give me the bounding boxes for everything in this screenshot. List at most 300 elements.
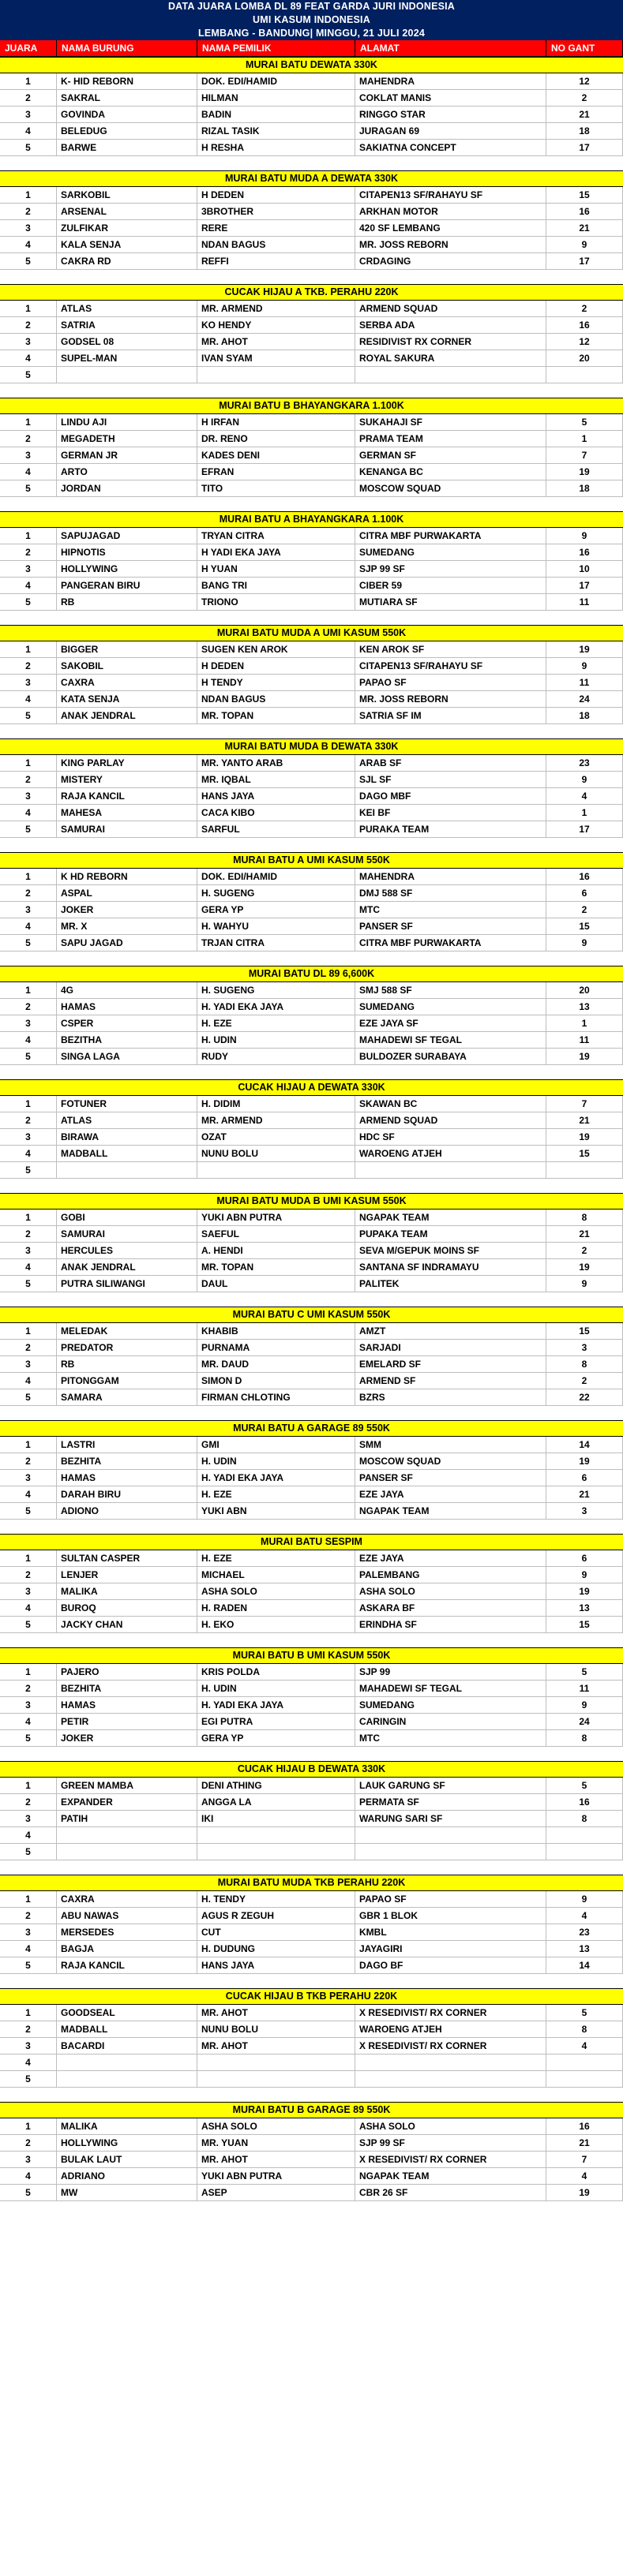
- bird-name-cell: BIRAWA: [57, 1129, 197, 1145]
- rank-cell: 4: [0, 2054, 57, 2070]
- bird-name-cell: RAJA KANCIL: [57, 788, 197, 804]
- address-cell: SUMEDANG: [355, 544, 546, 560]
- table-row: [0, 2005, 623, 2021]
- table-row: [0, 1664, 623, 1681]
- table-row: [0, 2118, 623, 2135]
- table-row: [0, 1146, 623, 1162]
- bird-name-cell: CAKRA RD: [57, 253, 197, 269]
- ring-number-cell: 4: [546, 2168, 623, 2184]
- bird-name-cell: HOLLYWING: [57, 2135, 197, 2151]
- ring-number-cell: 21: [546, 2135, 623, 2151]
- ring-number-cell: 17: [546, 578, 623, 593]
- bird-name-cell: CSPER: [57, 1015, 197, 1031]
- rank-cell: 4: [0, 1827, 57, 1843]
- owner-name-cell: OZAT: [197, 1129, 355, 1145]
- address-cell: EZE JAYA: [355, 1486, 546, 1502]
- owner-name-cell: MR. DAUD: [197, 1356, 355, 1372]
- address-cell: ARKHAN MOTOR: [355, 204, 546, 219]
- address-cell: 420 SF LEMBANG: [355, 220, 546, 236]
- ring-number-cell: 2: [546, 1373, 623, 1389]
- bird-name-cell: [57, 367, 197, 383]
- ring-number-cell: 5: [546, 1778, 623, 1793]
- table-row: [0, 1486, 623, 1503]
- ring-number-cell: 14: [546, 1437, 623, 1453]
- address-cell: MUTIARA SF: [355, 594, 546, 610]
- ring-number-cell: 19: [546, 1259, 623, 1275]
- table-row: [0, 2038, 623, 2054]
- ring-number-cell: 3: [546, 1503, 623, 1519]
- category-title: MURAI BATU MUDA TKB PERAHU 220K: [0, 1875, 623, 1891]
- owner-name-cell: MR. AHOT: [197, 334, 355, 350]
- ring-number-cell: 3: [546, 1340, 623, 1355]
- address-cell: MAHADEWI SF TEGAL: [355, 1032, 546, 1048]
- ring-number-cell: 6: [546, 885, 623, 901]
- rank-cell: 3: [0, 447, 57, 463]
- rank-cell: 1: [0, 1096, 57, 1112]
- table-row: [0, 1503, 623, 1520]
- rank-cell: 4: [0, 1486, 57, 1502]
- table-row: [0, 528, 623, 544]
- bird-name-cell: [57, 2054, 197, 2070]
- rank-cell: 2: [0, 317, 57, 333]
- address-cell: SJP 99 SF: [355, 561, 546, 577]
- address-cell: CARINGIN: [355, 1714, 546, 1729]
- ring-number-cell: 9: [546, 237, 623, 252]
- ring-number-cell: [546, 1844, 623, 1860]
- header-location-date: LEMBANG - BANDUNG| MINGGU, 21 JULI 2024: [0, 27, 623, 40]
- ring-number-cell: 16: [546, 1794, 623, 1810]
- owner-name-cell: H. TENDY: [197, 1891, 355, 1907]
- rank-cell: 1: [0, 755, 57, 771]
- table-row: [0, 1794, 623, 1811]
- ring-number-cell: 21: [546, 1112, 623, 1128]
- rank-cell: 3: [0, 1583, 57, 1599]
- ring-number-cell: 17: [546, 253, 623, 269]
- table-row: [0, 1567, 623, 1583]
- owner-name-cell: H. UDIN: [197, 1681, 355, 1696]
- rank-cell: 3: [0, 2152, 57, 2167]
- rank-cell: 1: [0, 187, 57, 203]
- address-cell: SJP 99 SF: [355, 2135, 546, 2151]
- address-cell: BULDOZER SURABAYA: [355, 1049, 546, 1064]
- bird-name-cell: GERMAN JR: [57, 447, 197, 463]
- ring-number-cell: 8: [546, 2021, 623, 2037]
- bird-name-cell: RB: [57, 594, 197, 610]
- category-block: [0, 2102, 623, 2215]
- bird-name-cell: KATA SENJA: [57, 691, 197, 707]
- owner-name-cell: H. UDIN: [197, 1453, 355, 1469]
- table-row: [0, 2168, 623, 2185]
- rank-cell: 3: [0, 1470, 57, 1486]
- table-row: [0, 90, 623, 107]
- rank-cell: 5: [0, 1844, 57, 1860]
- rank-cell: 2: [0, 1112, 57, 1128]
- bird-name-cell: HIPNOTIS: [57, 544, 197, 560]
- rank-cell: 2: [0, 544, 57, 560]
- ring-number-cell: 4: [546, 788, 623, 804]
- bird-name-cell: CAXRA: [57, 675, 197, 690]
- bird-name-cell: MW: [57, 2185, 197, 2200]
- address-cell: SJL SF: [355, 772, 546, 787]
- table-row: [0, 1908, 623, 1924]
- bird-name-cell: BAGJA: [57, 1941, 197, 1957]
- bird-name-cell: SAKRAL: [57, 90, 197, 106]
- rank-cell: 4: [0, 1941, 57, 1957]
- address-cell: RINGGO STAR: [355, 107, 546, 122]
- address-cell: HDC SF: [355, 1129, 546, 1145]
- table-row: [0, 1032, 623, 1049]
- owner-name-cell: KO HENDY: [197, 317, 355, 333]
- address-cell: JAYAGIRI: [355, 1941, 546, 1957]
- ring-number-cell: 16: [546, 544, 623, 560]
- table-row: [0, 2071, 623, 2088]
- address-cell: PALITEK: [355, 1276, 546, 1292]
- rank-cell: 3: [0, 675, 57, 690]
- address-cell: ROYAL SAKURA: [355, 350, 546, 366]
- rank-cell: 1: [0, 1209, 57, 1225]
- address-cell: MOSCOW SQUAD: [355, 1453, 546, 1469]
- table-row: [0, 772, 623, 788]
- owner-name-cell: H. EZE: [197, 1486, 355, 1502]
- address-cell: ARMEND SQUAD: [355, 301, 546, 316]
- owner-name-cell: ANGGA LA: [197, 1794, 355, 1810]
- address-cell: CITAPEN13 SF/RAHAYU SF: [355, 187, 546, 203]
- ring-number-cell: 12: [546, 73, 623, 89]
- rank-cell: 2: [0, 1567, 57, 1583]
- rank-cell: 1: [0, 73, 57, 89]
- owner-name-cell: TITO: [197, 480, 355, 496]
- table-row: [0, 1453, 623, 1470]
- ring-number-cell: 23: [546, 1924, 623, 1940]
- rank-cell: 1: [0, 414, 57, 430]
- ring-number-cell: 16: [546, 2118, 623, 2134]
- owner-name-cell: H. EZE: [197, 1015, 355, 1031]
- bird-name-cell: SINGA LAGA: [57, 1049, 197, 1064]
- category-title: MURAI BATU MUDA B DEWATA 330K: [0, 738, 623, 755]
- category-block: [0, 852, 623, 966]
- bird-name-cell: MELEDAK: [57, 1323, 197, 1339]
- rank-cell: 2: [0, 772, 57, 787]
- bird-name-cell: HAMAS: [57, 999, 197, 1015]
- category-title: MURAI BATU SESPIM: [0, 1534, 623, 1550]
- owner-name-cell: YUKI ABN PUTRA: [197, 1209, 355, 1225]
- owner-name-cell: DOK. EDI/HAMID: [197, 73, 355, 89]
- block-spacer: [0, 1406, 623, 1420]
- bird-name-cell: MAHESA: [57, 805, 197, 821]
- bird-name-cell: GOODSEAL: [57, 2005, 197, 2021]
- owner-name-cell: GERA YP: [197, 1730, 355, 1746]
- bird-name-cell: GOVINDA: [57, 107, 197, 122]
- address-cell: NGAPAK TEAM: [355, 1209, 546, 1225]
- bird-name-cell: HAMAS: [57, 1697, 197, 1713]
- ring-number-cell: 24: [546, 691, 623, 707]
- ring-number-cell: 21: [546, 107, 623, 122]
- owner-name-cell: MR. AHOT: [197, 2038, 355, 2054]
- block-spacer: [0, 1520, 623, 1534]
- ring-number-cell: [546, 1162, 623, 1178]
- ring-number-cell: [546, 2054, 623, 2070]
- table-row: [0, 187, 623, 204]
- bird-name-cell: MALIKA: [57, 2118, 197, 2134]
- table-row: [0, 1714, 623, 1730]
- bird-name-cell: JACKY CHAN: [57, 1617, 197, 1632]
- owner-name-cell: DAUL: [197, 1276, 355, 1292]
- address-cell: MTC: [355, 1730, 546, 1746]
- column-header-juara: JUARA: [0, 40, 57, 56]
- bird-name-cell: PREDATOR: [57, 1340, 197, 1355]
- address-cell: PUPAKA TEAM: [355, 1226, 546, 1242]
- address-cell: PAPAO SF: [355, 675, 546, 690]
- rank-cell: 1: [0, 301, 57, 316]
- owner-name-cell: MR. YUAN: [197, 2135, 355, 2151]
- table-row: [0, 1096, 623, 1112]
- owner-name-cell: H. SUGENG: [197, 885, 355, 901]
- rank-cell: 5: [0, 821, 57, 837]
- table-row: [0, 1844, 623, 1860]
- rank-cell: 5: [0, 367, 57, 383]
- ring-number-cell: 2: [546, 301, 623, 316]
- owner-name-cell: H. EZE: [197, 1550, 355, 1566]
- ring-number-cell: 21: [546, 1226, 623, 1242]
- owner-name-cell: H. RADEN: [197, 1600, 355, 1616]
- category-block: [0, 625, 623, 738]
- table-row: [0, 414, 623, 431]
- owner-name-cell: MR. ARMEND: [197, 1112, 355, 1128]
- table-row: [0, 1697, 623, 1714]
- header-subtitle: UMI KASUM INDONESIA: [0, 13, 623, 27]
- owner-name-cell: H DEDEN: [197, 187, 355, 203]
- owner-name-cell: MR. TOPAN: [197, 708, 355, 723]
- column-header-row: [0, 40, 623, 57]
- bird-name-cell: BELEDUG: [57, 123, 197, 139]
- bird-name-cell: RB: [57, 1356, 197, 1372]
- ring-number-cell: 1: [546, 1015, 623, 1031]
- owner-name-cell: H. DIDIM: [197, 1096, 355, 1112]
- ring-number-cell: 11: [546, 675, 623, 690]
- rank-cell: 3: [0, 1811, 57, 1826]
- bird-name-cell: PITONGGAM: [57, 1373, 197, 1389]
- table-row: [0, 982, 623, 999]
- table-row: [0, 1389, 623, 1406]
- bird-name-cell: HOLLYWING: [57, 561, 197, 577]
- owner-name-cell: MR. TOPAN: [197, 1259, 355, 1275]
- category-title: MURAI BATU B GARAGE 89 550K: [0, 2102, 623, 2118]
- header-title: DATA JUARA LOMBA DL 89 FEAT GARDA JURI INDONESIA: [0, 0, 623, 13]
- bird-name-cell: BIGGER: [57, 641, 197, 657]
- rank-cell: 2: [0, 1681, 57, 1696]
- owner-name-cell: SARFUL: [197, 821, 355, 837]
- owner-name-cell: CACA KIBO: [197, 805, 355, 821]
- block-spacer: [0, 497, 623, 511]
- bird-name-cell: MERSEDES: [57, 1924, 197, 1940]
- owner-name-cell: PURNAMA: [197, 1340, 355, 1355]
- rank-cell: 4: [0, 805, 57, 821]
- block-spacer: [0, 611, 623, 625]
- address-cell: PANSER SF: [355, 918, 546, 934]
- category-title: MURAI BATU B UMI KASUM 550K: [0, 1647, 623, 1664]
- owner-name-cell: AGUS R ZEGUH: [197, 1908, 355, 1924]
- ring-number-cell: [546, 1827, 623, 1843]
- ring-number-cell: 9: [546, 1567, 623, 1583]
- address-cell: DAGO BF: [355, 1957, 546, 1973]
- address-cell: CBR 26 SF: [355, 2185, 546, 2200]
- rank-cell: 5: [0, 1503, 57, 1519]
- address-cell: NGAPAK TEAM: [355, 1503, 546, 1519]
- bird-name-cell: ADRIANO: [57, 2168, 197, 2184]
- owner-name-cell: BANG TRI: [197, 578, 355, 593]
- block-spacer: [0, 2088, 623, 2102]
- address-cell: SUMEDANG: [355, 1697, 546, 1713]
- address-cell: ERINDHA SF: [355, 1617, 546, 1632]
- table-row: [0, 1209, 623, 1226]
- rank-cell: 2: [0, 999, 57, 1015]
- rank-cell: 2: [0, 1226, 57, 1242]
- bird-name-cell: ASPAL: [57, 885, 197, 901]
- block-spacer: [0, 1747, 623, 1761]
- category-block: [0, 284, 623, 398]
- ring-number-cell: 15: [546, 1146, 623, 1161]
- table-row: [0, 1259, 623, 1276]
- rank-cell: 2: [0, 1453, 57, 1469]
- bird-name-cell: BULAK LAUT: [57, 2152, 197, 2167]
- category-title: MURAI BATU A GARAGE 89 550K: [0, 1420, 623, 1437]
- table-row: [0, 869, 623, 885]
- rank-cell: 2: [0, 2135, 57, 2151]
- block-spacer: [0, 838, 623, 852]
- table-row: [0, 1323, 623, 1340]
- rank-cell: 4: [0, 1714, 57, 1729]
- bird-name-cell: EXPANDER: [57, 1794, 197, 1810]
- owner-name-cell: HILMAN: [197, 90, 355, 106]
- ring-number-cell: 22: [546, 1389, 623, 1405]
- rank-cell: 5: [0, 1162, 57, 1178]
- owner-name-cell: MR. AHOT: [197, 2005, 355, 2021]
- owner-name-cell: YUKI ABN PUTRA: [197, 2168, 355, 2184]
- bird-name-cell: ATLAS: [57, 301, 197, 316]
- owner-name-cell: NDAN BAGUS: [197, 237, 355, 252]
- address-cell: GERMAN SF: [355, 447, 546, 463]
- table-row: [0, 561, 623, 578]
- rank-cell: 5: [0, 594, 57, 610]
- table-row: [0, 1957, 623, 1974]
- address-cell: ASHA SOLO: [355, 2118, 546, 2134]
- owner-name-cell: H. UDIN: [197, 1032, 355, 1048]
- bird-name-cell: SAMURAI: [57, 1226, 197, 1242]
- rank-cell: 3: [0, 1356, 57, 1372]
- rank-cell: 4: [0, 123, 57, 139]
- bird-name-cell: LINDU AJI: [57, 414, 197, 430]
- address-cell: SARJADI: [355, 1340, 546, 1355]
- bird-name-cell: ANAK JENDRAL: [57, 708, 197, 723]
- bird-name-cell: LASTRI: [57, 1437, 197, 1453]
- ring-number-cell: 5: [546, 1664, 623, 1680]
- rank-cell: 2: [0, 885, 57, 901]
- rank-cell: 4: [0, 2168, 57, 2184]
- table-row: [0, 2054, 623, 2071]
- ring-number-cell: 19: [546, 1453, 623, 1469]
- bird-name-cell: BEZITHA: [57, 1032, 197, 1048]
- table-row: [0, 821, 623, 838]
- ring-number-cell: 9: [546, 528, 623, 544]
- ring-number-cell: 17: [546, 821, 623, 837]
- table-row: [0, 755, 623, 772]
- bird-name-cell: [57, 1844, 197, 1860]
- address-cell: CITRA MBF PURWAKARTA: [355, 528, 546, 544]
- rank-cell: 4: [0, 350, 57, 366]
- block-spacer: [0, 724, 623, 738]
- category-block: [0, 170, 623, 284]
- owner-name-cell: H. EKO: [197, 1617, 355, 1632]
- rank-cell: 4: [0, 1373, 57, 1389]
- block-spacer: [0, 1633, 623, 1647]
- rank-cell: 3: [0, 1924, 57, 1940]
- bird-name-cell: MADBALL: [57, 1146, 197, 1161]
- bird-name-cell: BEZHITA: [57, 1681, 197, 1696]
- address-cell: PALEMBANG: [355, 1567, 546, 1583]
- table-row: [0, 317, 623, 334]
- bird-name-cell: ABU NAWAS: [57, 1908, 197, 1924]
- table-row: [0, 1617, 623, 1633]
- ring-number-cell: 7: [546, 2152, 623, 2167]
- table-row: [0, 578, 623, 594]
- address-cell: CIBER 59: [355, 578, 546, 593]
- rank-cell: 3: [0, 1015, 57, 1031]
- bird-name-cell: GREEN MAMBA: [57, 1778, 197, 1793]
- table-row: [0, 1600, 623, 1617]
- address-cell: MTC: [355, 902, 546, 918]
- bird-name-cell: K- HID REBORN: [57, 73, 197, 89]
- bird-name-cell: LENJER: [57, 1567, 197, 1583]
- bird-name-cell: HAMAS: [57, 1470, 197, 1486]
- owner-name-cell: HANS JAYA: [197, 1957, 355, 1973]
- bird-name-cell: SAKOBIL: [57, 658, 197, 674]
- ring-number-cell: 2: [546, 90, 623, 106]
- owner-name-cell: SAEFUL: [197, 1226, 355, 1242]
- owner-name-cell: RERE: [197, 220, 355, 236]
- ring-number-cell: 8: [546, 1356, 623, 1372]
- address-cell: KENANGA BC: [355, 464, 546, 480]
- bird-name-cell: 4G: [57, 982, 197, 998]
- table-row: [0, 220, 623, 237]
- bird-name-cell: SAMURAI: [57, 821, 197, 837]
- category-title: CUCAK HIJAU B TKB PERAHU 220K: [0, 1988, 623, 2005]
- table-row: [0, 1340, 623, 1356]
- rank-cell: 4: [0, 464, 57, 480]
- address-cell: AMZT: [355, 1323, 546, 1339]
- owner-name-cell: H IRFAN: [197, 414, 355, 430]
- owner-name-cell: H. YADI EKA JAYA: [197, 1697, 355, 1713]
- category-block: [0, 738, 623, 852]
- ring-number-cell: 10: [546, 561, 623, 577]
- bird-name-cell: GODSEL 08: [57, 334, 197, 350]
- address-cell: ARMEND SF: [355, 1373, 546, 1389]
- ring-number-cell: 15: [546, 1617, 623, 1632]
- table-row: [0, 1924, 623, 1941]
- table-row: [0, 1583, 623, 1600]
- table-row: [0, 885, 623, 902]
- bird-name-cell: SATRIA: [57, 317, 197, 333]
- rank-cell: 2: [0, 1794, 57, 1810]
- ring-number-cell: 11: [546, 1681, 623, 1696]
- ring-number-cell: 6: [546, 1550, 623, 1566]
- ring-number-cell: 16: [546, 869, 623, 884]
- bird-name-cell: JOKER: [57, 902, 197, 918]
- owner-name-cell: RUDY: [197, 1049, 355, 1064]
- bird-name-cell: SAPUJAGAD: [57, 528, 197, 544]
- ring-number-cell: 2: [546, 1243, 623, 1258]
- bird-name-cell: PUTRA SILIWANGI: [57, 1276, 197, 1292]
- category-title: MURAI BATU MUDA A UMI KASUM 550K: [0, 625, 623, 641]
